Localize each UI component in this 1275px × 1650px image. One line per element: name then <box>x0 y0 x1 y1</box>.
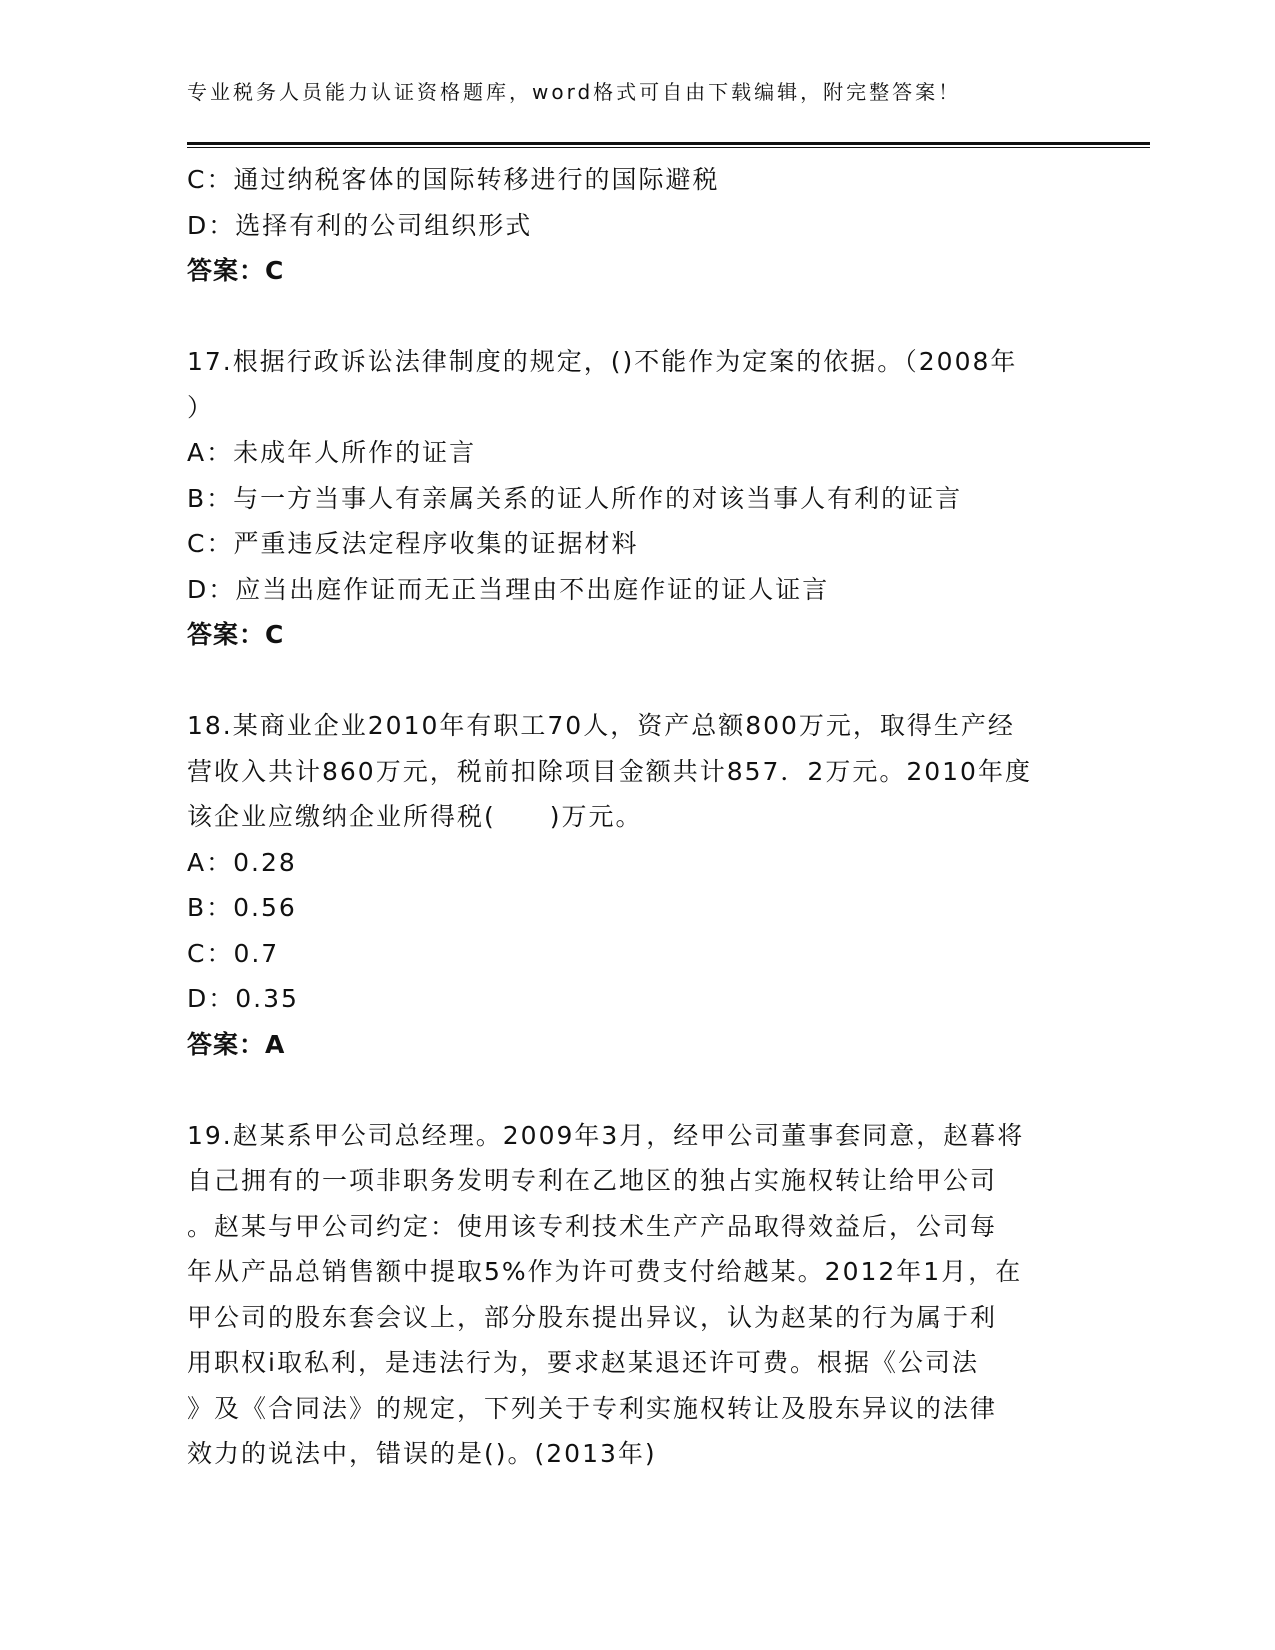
option-c: C：0.7 <box>187 938 280 968</box>
document-body <box>187 157 1087 1477</box>
header-rule-thin <box>187 147 1150 148</box>
question-stem-line: 效力的说法中，错误的是()。(2013年) <box>187 1439 657 1468</box>
question-stem-line: 17.根据行政诉讼法律制度的规定，()不能作为定案的依据。（2008年 <box>187 347 1018 376</box>
question-17 <box>187 339 1087 658</box>
option-c: C：通过纳税客体的国际转移进行的国际避税 <box>187 165 720 194</box>
option-b: B：与一方当事人有亲属关系的证人所作的对该当事人有利的证言 <box>187 483 963 513</box>
option-b: B：0.56 <box>187 893 297 922</box>
answer-line: 答案：C <box>187 620 285 649</box>
spacer <box>187 658 1087 704</box>
header-rule-thick <box>187 142 1150 145</box>
spacer <box>187 294 1087 340</box>
question-stem-line: 甲公司的股东套会议上，部分股东提出异议，认为赵某的行为属于利 <box>187 1302 998 1332</box>
option-d: D：0.35 <box>187 984 299 1013</box>
question-stem-line: 年从产品总销售额中提取5%作为许可费支付给越某。2012年1月，在 <box>187 1257 1023 1286</box>
answer-line: 答案：A <box>187 1029 286 1059</box>
question-stem-line: 19.赵某系甲公司总经理。2009年3月，经甲公司董事套同意，赵暮将 <box>187 1120 1025 1150</box>
question-18 <box>187 703 1087 1067</box>
question-stem-line: 18.某商业企业2010年有职工70人，资产总额800万元，取得生产经 <box>187 711 1015 740</box>
question-stem-line: 。赵某与甲公司约定：使用该专利技术生产产品取得效益后，公司每 <box>187 1211 998 1241</box>
question-19 <box>187 1113 1087 1477</box>
question-stem-line: ） <box>187 392 215 422</box>
question-stem-line: 自己拥有的一项非职务发明专利在乙地区的独占实施权转让给甲公司 <box>187 1166 998 1195</box>
question-stem-line: 该企业应缴纳企业所得税( )万元。 <box>187 802 643 831</box>
option-d: D：选择有利的公司组织形式 <box>187 210 533 240</box>
question-stem-line: 用职权i取私利，是违法行为，要求赵某退还许可费。根据《公司法 <box>187 1348 979 1377</box>
option-a: A：0.28 <box>187 847 297 877</box>
page-header: 专业税务人员能力认证资格题库，word格式可自由下载编辑，附完整答案！ <box>187 80 962 104</box>
question-stem-line: 》及《合同法》的规定，下列关于专利实施权转让及股东异议的法律 <box>187 1393 998 1423</box>
answer-line: 答案：C <box>187 256 285 285</box>
question-16-tail <box>187 157 1087 294</box>
option-a: A：未成年人所作的证言 <box>187 438 477 467</box>
question-stem-line: 营收入共计860万元，税前扣除项目金额共计857．2万元。2010年度 <box>187 756 1032 786</box>
option-c: C：严重违反法定程序收集的证据材料 <box>187 529 639 558</box>
option-d: D：应当出庭作证而无正当理由不出庭作证的证人证言 <box>187 574 830 604</box>
spacer <box>187 1067 1087 1113</box>
